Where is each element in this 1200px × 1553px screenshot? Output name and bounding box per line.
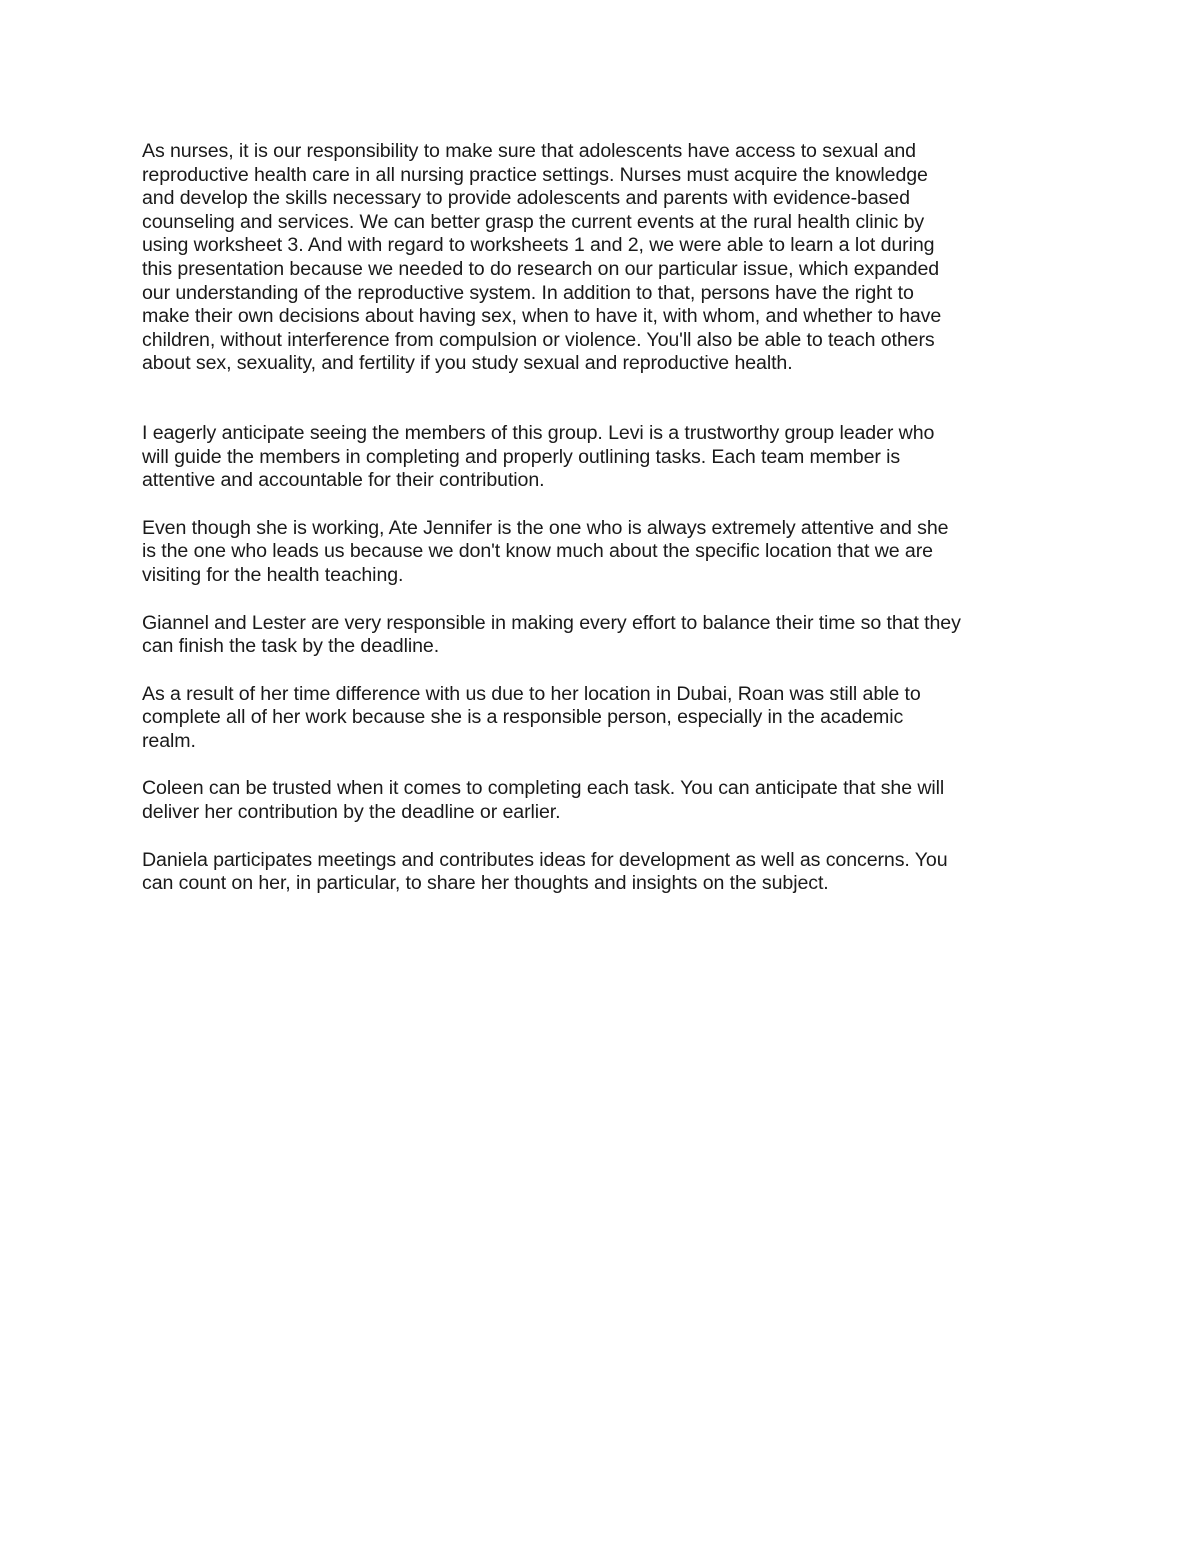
document-page: [142, 140, 1072, 920]
paragraph-member-giannel-lester: [142, 612, 1072, 659]
text-line: attentive and accountable for their contribution.: [142, 469, 545, 492]
text-line: Daniela participates meetings and contributes ideas for development as well as concerns. You: [142, 848, 948, 871]
paragraph-member-coleen: [142, 777, 1072, 824]
text-line: about sex, sexuality, and fertility if you study sexual and reproductive health.: [142, 352, 793, 375]
paragraph-member-daniela: [142, 849, 1072, 896]
text-line: deliver her contribution by the deadline or earlier.: [142, 801, 561, 824]
text-line: our understanding of the reproductive system. In addition to that, persons have the right to: [142, 281, 914, 304]
text-line: make their own decisions about having sex, when to have it, with whom, and whether to have: [142, 305, 942, 328]
text-line: As nurses, it is our responsibility to make sure that adolescents have access to sexual and: [142, 140, 916, 162]
paragraph-member-roan: [142, 683, 1072, 754]
text-line: counseling and services. We can better grasp the current events at the rural health clinic by: [142, 210, 925, 233]
text-line: realm.: [142, 729, 196, 752]
text-line: and develop the skills necessary to provide adolescents and parents with evidence-based: [142, 187, 910, 210]
text-line: Giannel and Lester are very responsible in making every effort to balance their time so that they: [142, 611, 961, 634]
text-line: is the one who leads us because we don't know much about the specific location that we are: [142, 540, 933, 563]
paragraph-reflection: [142, 140, 1072, 376]
text-line: Even though she is working, Ate Jennifer is the one who is always extremely attentive and she: [142, 516, 949, 539]
text-line: Coleen can be trusted when it comes to completing each task. You can anticipate that she will: [142, 777, 945, 800]
text-line: children, without interference from compulsion or violence. You'll also be able to teach others: [142, 328, 935, 351]
text-line: complete all of her work because she is a responsible person, especially in the academic: [142, 706, 904, 729]
text-line: will guide the members in completing and properly outlining tasks. Each team member is: [142, 445, 901, 468]
text-line: I eagerly anticipate seeing the members of this group. Levi is a trustworthy group leader who: [142, 421, 935, 444]
text-line: this presentation because we needed to do research on our particular issue, which expanded: [142, 257, 940, 280]
text-line: As a result of her time difference with us due to her location in Dubai, Roan was still able to: [142, 682, 921, 705]
text-line: using worksheet 3. And with regard to worksheets 1 and 2, we were able to learn a lot during: [142, 234, 935, 257]
text-line: reproductive health care in all nursing practice settings. Nurses must acquire the knowledge: [142, 163, 928, 186]
text-line: can finish the task by the deadline.: [142, 635, 440, 658]
text-line: can count on her, in particular, to share her thoughts and insights on the subject.: [142, 872, 829, 895]
paragraph-group-intro: [142, 422, 1072, 493]
text-line: visiting for the health teaching.: [142, 563, 404, 586]
paragraph-member-jennifer: [142, 517, 1072, 588]
